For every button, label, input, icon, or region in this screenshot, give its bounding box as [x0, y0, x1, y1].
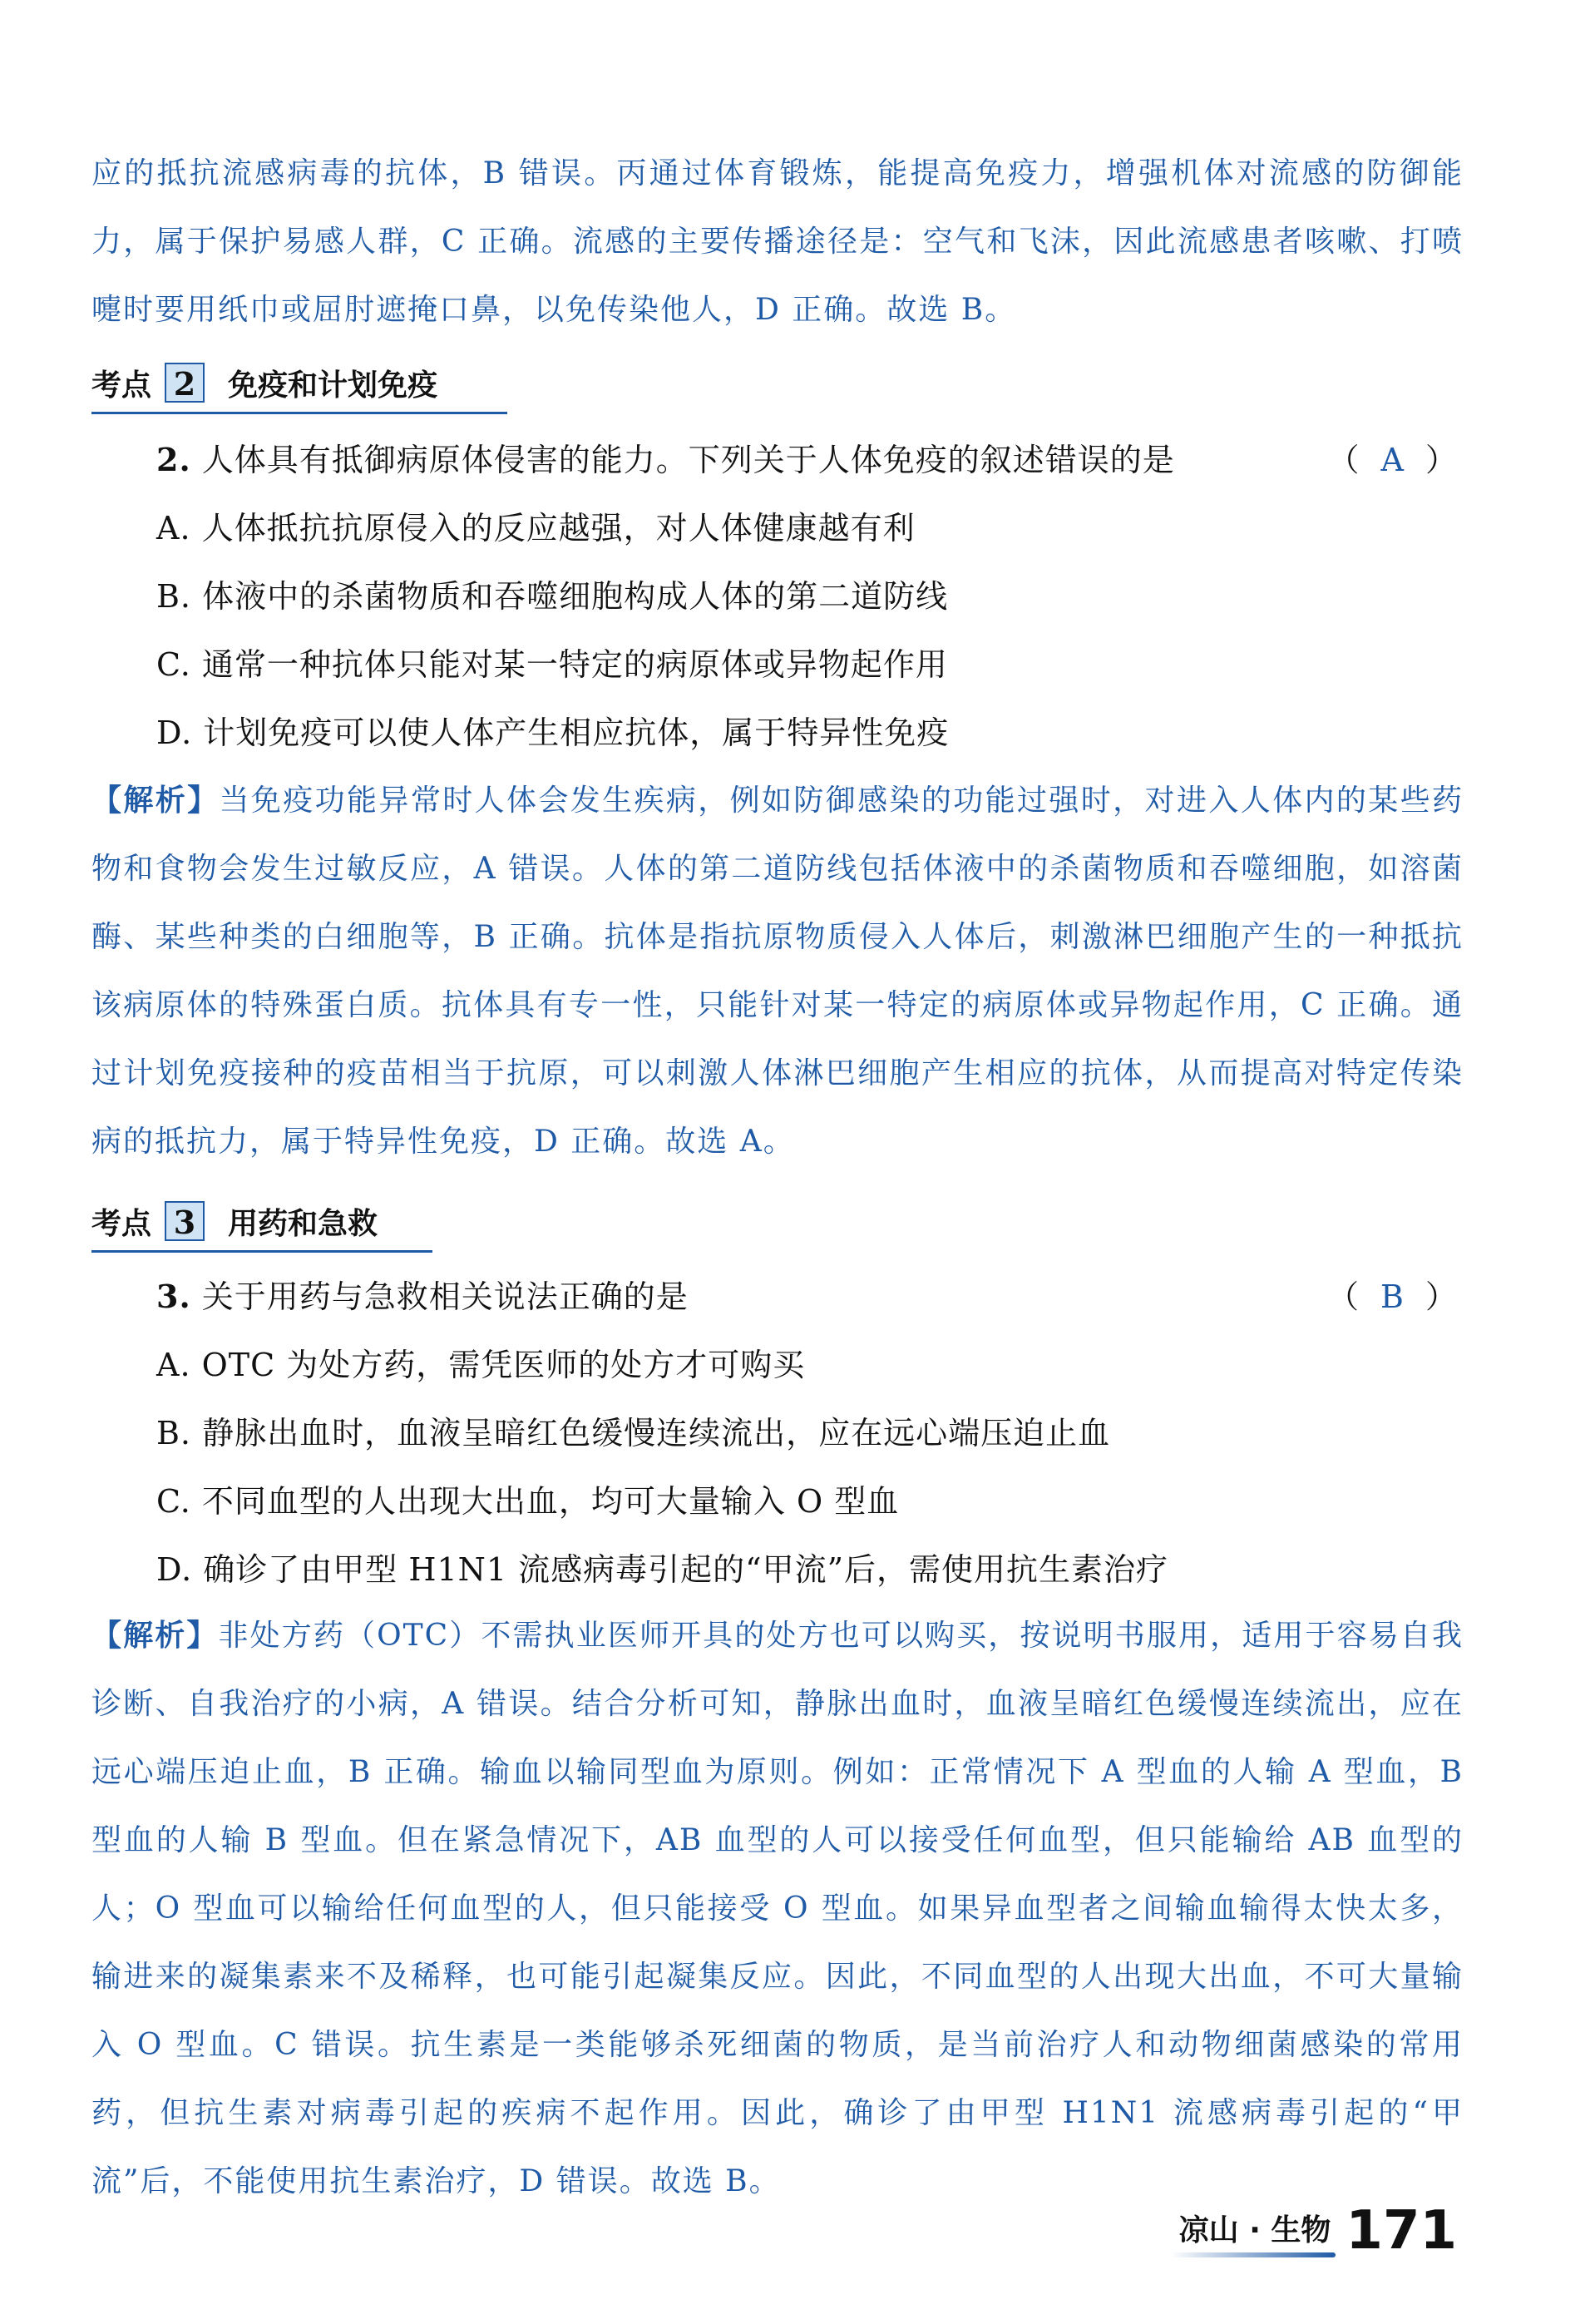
page-footer [1178, 2200, 1457, 2262]
section-underline [91, 412, 507, 414]
section-prefix: 考点 [91, 1206, 152, 1241]
answer-open: （ [1327, 1278, 1360, 1315]
section-title: 用药和急救 [228, 1206, 378, 1241]
question-number: 3. [156, 1278, 191, 1315]
question-number: 2. [156, 441, 191, 478]
analysis-paragraph-3 [91, 1602, 1464, 2216]
book-tag-text: 凉山 · 生物 [1178, 2213, 1331, 2247]
top-analysis-text: 应的抵抗流感病毒的抗体，B 错误。丙通过体育锻炼，能提高免疫力，增强机体对流感的防御能力，属于保护易感人群，C 正确。流感的主要传播途径是：空气和飞沫，因此流感患者咳嗽、打喷嚏时要用纸巾或屈肘遮掩口鼻，以免传染他人，D 正确。故选 B。 [91, 156, 1464, 327]
answer-close: ） [1425, 442, 1457, 478]
answer-open: （ [1327, 442, 1360, 478]
analysis-label: 【解析】 [91, 784, 220, 818]
question-text: 关于用药与急救相关说法正确的是 [201, 1278, 689, 1315]
question-text: 人体具有抵御病原体侵害的能力。下列关于人体免疫的叙述错误的是 [201, 442, 1175, 478]
question-stem [156, 434, 1175, 480]
analysis-paragraph-2 [91, 767, 1464, 1176]
option-b: B. 体液中的杀菌物质和吞噬细胞构成人体的第二道防线 [156, 578, 949, 615]
option-c: C. 通常一种抗体只能对某一特定的病原体或异物起作用 [156, 646, 948, 683]
answer-close: ） [1425, 1278, 1457, 1315]
top-analysis-paragraph [91, 140, 1464, 344]
answer-bracket [1327, 1271, 1457, 1317]
answer-letter: B [1380, 1278, 1404, 1315]
section-prefix: 考点 [91, 368, 152, 403]
answer-bracket [1328, 434, 1457, 480]
option-b: B. 静脉出血时，血液呈暗红色缓慢连续流出，应在远心端压迫止血 [156, 1415, 1111, 1451]
section-title: 免疫和计划免疫 [228, 368, 438, 403]
book-tag [1179, 2207, 1331, 2257]
question-stem [156, 1271, 689, 1317]
option-c: C. 不同血型的人出现大出血，均可大量输入 O 型血 [156, 1483, 900, 1520]
section-underline [91, 1250, 432, 1253]
option-a: A. 人体抵抗抗原侵入的反应越强，对人体健康越有利 [156, 510, 916, 546]
answer-letter: A [1380, 442, 1404, 478]
page-number: 171 [1346, 2200, 1457, 2262]
section-heading-3 [91, 1196, 378, 1246]
section-heading-2 [91, 358, 437, 408]
option-d: D. 确诊了由甲型 H1N1 流感病毒引起的“甲流”后，需使用抗生素治疗 [156, 1551, 1169, 1588]
option-d: D. 计划免疫可以使人体产生相应抗体，属于特异性免疫 [156, 715, 950, 751]
section-number-box: 3 [165, 1201, 205, 1241]
option-a: A. OTC 为处方药，需凭医师的处方才可购买 [156, 1347, 806, 1383]
analysis-text: 当免疫功能异常时人体会发生疾病，例如防御感染的功能过强时，对进入人体内的某些药物和食物会发生过敏反应，A 错误。人体的第二道防线包括体液中的杀菌物质和吞噬细胞，如溶菌酶、某些种类的白细胞等，B 正确。抗体是指抗原物质侵入人体后，刺激淋巴细胞产生的一种抵抗该病原体的特殊蛋白质。抗体具有专一性，只能针对某一特定的病原体或异物起作用，C 正确。通过计划免疫接种的疫苗相当于抗原，可以刺激人体淋巴细胞产生相应的抗体，从而提高对特定传染病的抵抗力，属于特异性免疫，D 正确。故选 A。 [91, 784, 1464, 1159]
analysis-text: 非处方药（OTC）不需执业医师开具的处方也可以购买，按说明书服用，适用于容易自我诊断、自我治疗的小病，A 错误。结合分析可知，静脉出血时，血液呈暗红色缓慢连续流出，应在远心端压迫止血，B 正确。输血以输同型血为原则。例如：正常情况下 A 型血的人输 A 型血，B 型血的人输 B 型血。但在紧急情况下，AB 血型的人可以接受任何血型，但只能输给 AB 血型的人；O 型血可以输给任何血型的人，但只能接受 O 型血。如果异血型者之间输血输得太快太多，输进来的凝集素来不及稀释，也可能引起凝集反应。因此，不同血型的人出现大出血，不可大量输入 O 型血。C 错误。抗生素是一类能够杀死细菌的物质，是当前治疗人和动物细菌感染的常用药，但抗生素对病毒引起的疾病不起作用。因此，确诊了由甲型 H1N1 流感病毒引起的“甲流”后，不能使用抗生素治疗，D 错误。故选 B。 [91, 1619, 1464, 2198]
analysis-label: 【解析】 [91, 1619, 219, 1653]
book-tag-bar [1171, 2252, 1336, 2257]
section-number-box: 2 [165, 363, 205, 403]
